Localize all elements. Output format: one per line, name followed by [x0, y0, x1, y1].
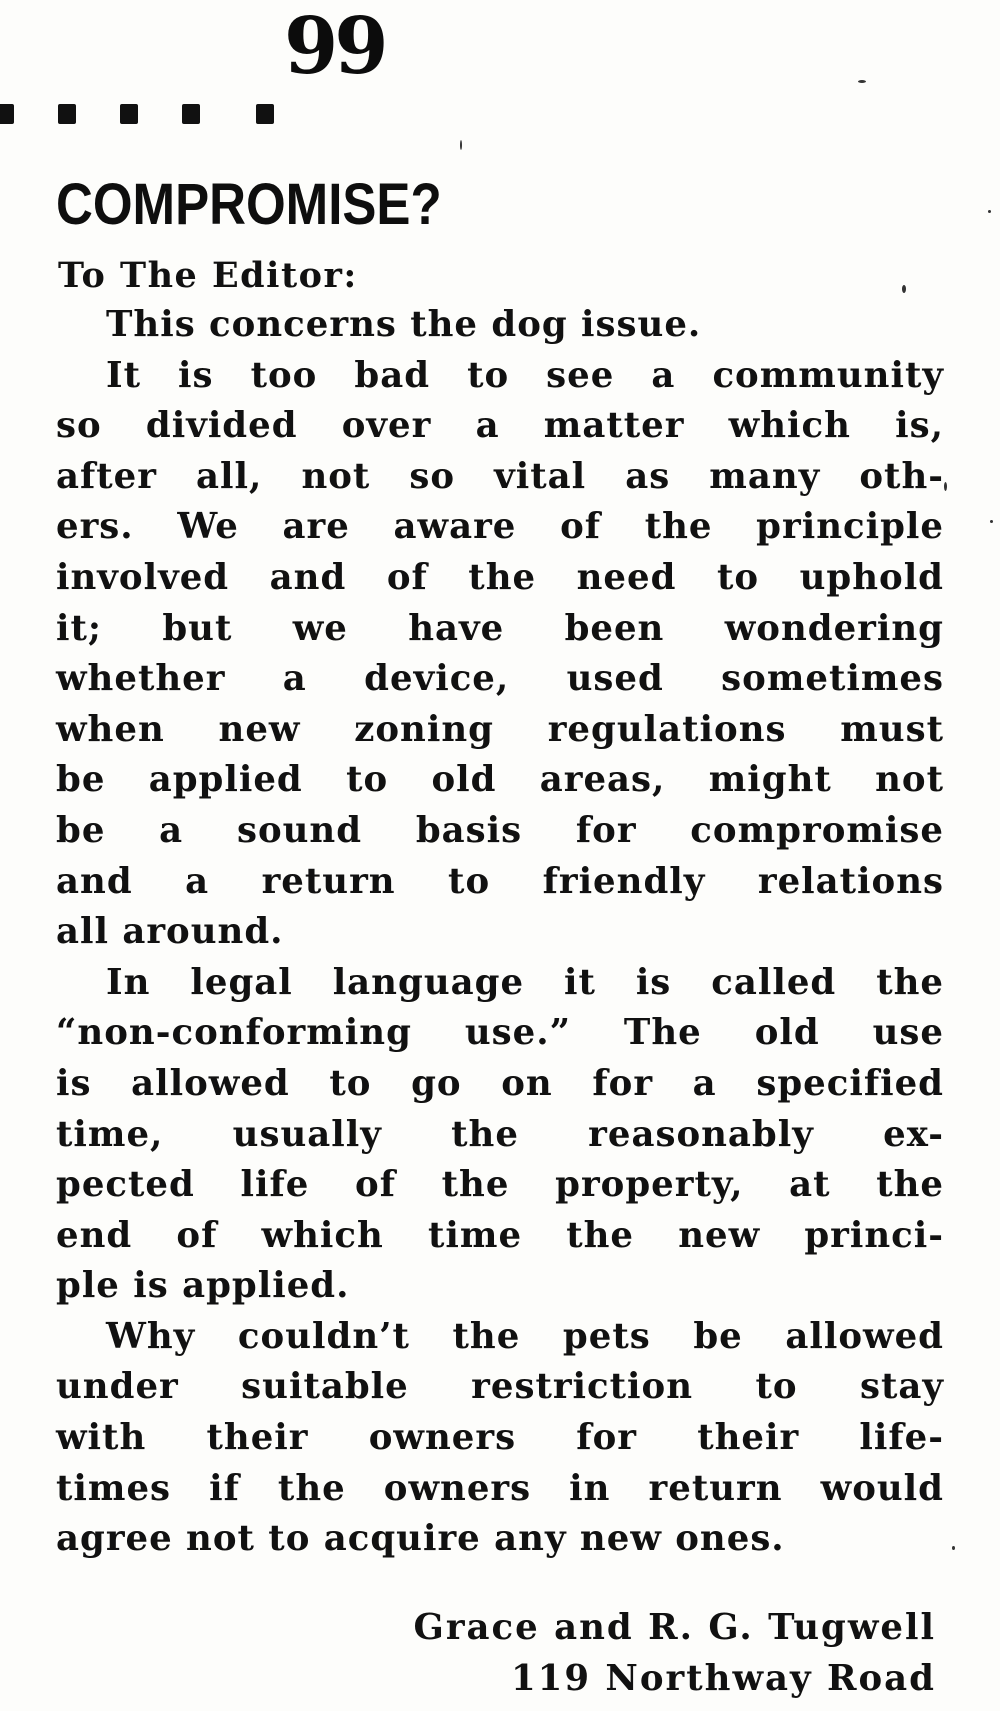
text-line: it; but we have been wondering: [56, 607, 944, 649]
text-line: pected life of the property, at the: [56, 1164, 944, 1206]
text-line: all around.: [56, 911, 284, 953]
text-line: Why couldn’t the pets be allowed: [106, 1315, 944, 1357]
text-line: ers. We are aware of the principle: [56, 506, 944, 548]
text-line: be applied to old areas, might not: [56, 759, 944, 801]
text-line: “non-conforming use.” The old use: [56, 1012, 944, 1054]
paragraph: [56, 300, 944, 351]
rule-dot: [182, 104, 200, 124]
text-line: time, usually the reasonably ex-: [56, 1113, 944, 1155]
text-line: end of which time the new princi-: [56, 1214, 944, 1256]
rule-dot: [58, 104, 76, 124]
text-line: agree not to acquire any new ones.: [56, 1518, 785, 1560]
text-line: when new zoning regulations must: [56, 708, 944, 750]
paragraph: [56, 1312, 944, 1565]
scan-speck: [988, 210, 991, 213]
letter-headline: COMPROMISE?: [56, 172, 442, 237]
paragraph: [56, 351, 944, 958]
text-line: In legal language it is called the: [106, 961, 944, 1003]
rule-dot: [256, 104, 274, 124]
closing-quote-mark: 99: [284, 1, 385, 92]
text-line: and a return to friendly relations: [56, 860, 944, 902]
text-line: ple is applied.: [56, 1265, 350, 1307]
salutation: To The Editor:: [58, 255, 358, 296]
scan-speck: [858, 80, 866, 83]
text-line: This concerns the dog issue.: [106, 304, 702, 345]
text-line: with their owners for their life-: [56, 1417, 944, 1459]
scan-speck: [460, 140, 462, 150]
text-line: so divided over a matter which is,: [56, 405, 944, 447]
signature-names: Grace and R. G. Tugwell: [413, 1607, 936, 1648]
scan-speck: [990, 520, 993, 523]
text-line: times if the owners in return would: [56, 1467, 944, 1509]
text-line: after all, not so vital as many oth-: [56, 455, 944, 497]
scan-speck: [952, 1546, 955, 1550]
letter-body: [56, 300, 944, 1565]
rule-dot: [0, 104, 14, 124]
text-line: be a sound basis for compromise: [56, 809, 944, 851]
text-line: involved and of the need to uphold: [56, 556, 944, 598]
scan-speck: [902, 285, 906, 293]
signature-block: [414, 1602, 936, 1704]
text-line: under suitable restriction to stay: [56, 1366, 944, 1408]
dotted-rule: [0, 104, 300, 126]
scan-speck: [944, 482, 947, 491]
text-line: is allowed to go on for a specified: [56, 1062, 944, 1104]
signature-address: 119 Northway Road: [510, 1658, 936, 1699]
rule-dot: [120, 104, 138, 124]
text-line: whether a device, used sometimes: [56, 658, 944, 700]
paragraph: [56, 958, 944, 1312]
text-line: It is too bad to see a community: [106, 354, 944, 396]
